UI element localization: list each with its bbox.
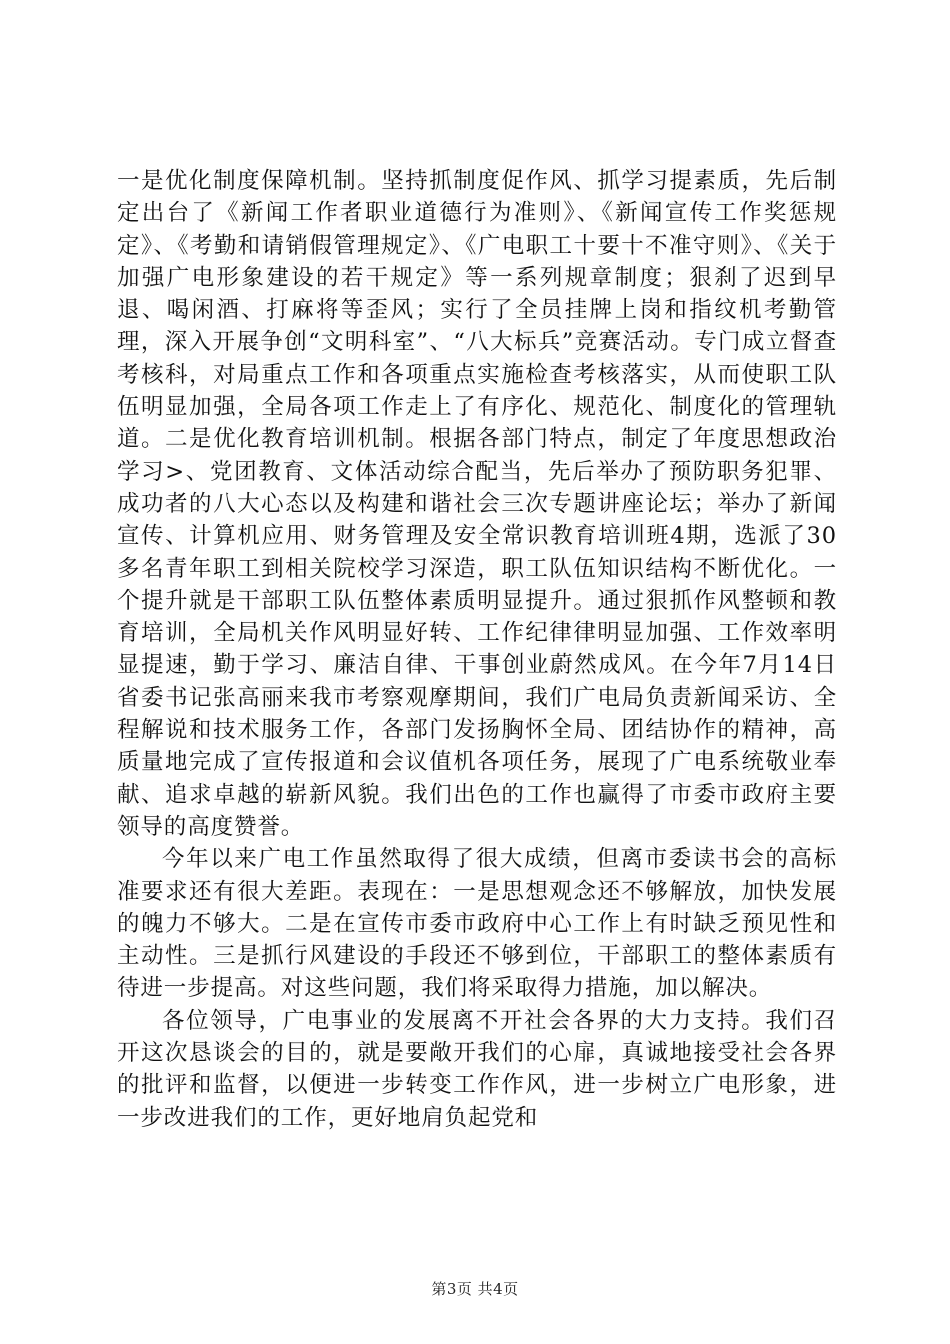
paragraph-1: 一是优化制度保障机制。坚持抓制度促作风、抓学习提素质，先后制定出台了《新闻工作者职业道德行为准则》、《新闻宣传工作奖惩规定》、《考勤和请销假管理规定》、《广电职工十要十不准守则》、《关于加强广电形象建设的若干规定》等一系列规章制度；狠刹了迟到早退、喝闲酒、打麻将等歪风；实行了全员挂牌上岗和指纹机考勤管理，深入开展争创“文明科室”、“八大标兵”竞赛活动。专门成立督查考核科，对局重点工作和各项重点实施检查考核落实，从而使职工队伍明显加强，全局各项工作走上了有序化、规范化、制度化的管理轨道。二是优化教育培训机制。根据各部门特点，制定了年度思想政治学习>、党团教育、文体活动综合配当，先后举办了预防职务犯罪、成功者的八大心态以及构建和谐社会三次专题讲座论坛；举办了新闻宣传、计算机应用、财务管理及安全常识教育培训班4期，选派了30多名青年职工到相关院校学习深造，职工队伍知识结构不断优化。一个提升就是干部职工队伍整体素质明显提升。通过狠抓作风整顿和教育培训，全局机关作风明显好转、工作纪律律明显加强、工作效率明显提速，勤于学习、廉洁自律、干事创业蔚然成风。在今年7月14日省委书记张高丽来我市考察观摩期间，我们广电局负责新闻采访、全程解说和技术服务工作，各部门发扬胸怀全局、团结协作的精神，高质量地完成了宣传报道和会议值机各项任务，展现了广电系统敬业奉献、追求卓越的崭新风貌。我们出色的工作也赢得了市委市政府主要领导的高度赞誉。 bbox=[117, 168, 837, 840]
page-footer: 第3页 共4页 bbox=[431, 1280, 519, 1298]
paragraph-3: 各位领导，广电事业的发展离不开社会各界的大力支持。我们召开这次恳谈会的目的，就是要敞开我们的心扉，真诚地接受社会各界的批评和监督，以便进一步转变工作作风，进一步树立广电形象，进一步改进我们的工作，更好地肩负起党和 bbox=[117, 1007, 837, 1131]
document-body bbox=[117, 165, 837, 1134]
paragraph-2: 今年以来广电工作虽然取得了很大成绩，但离市委读书会的高标准要求还有很大差距。表现在：一是思想观念还不够解放，加快发展的魄力不够大。二是在宣传市委市政府中心工作上有时缺乏预见性和主动性。三是抓行风建设的手段还不够到位，干部职工的整体素质有待进一步提高。对这些问题，我们将采取得力措施，加以解决。 bbox=[117, 846, 837, 1002]
